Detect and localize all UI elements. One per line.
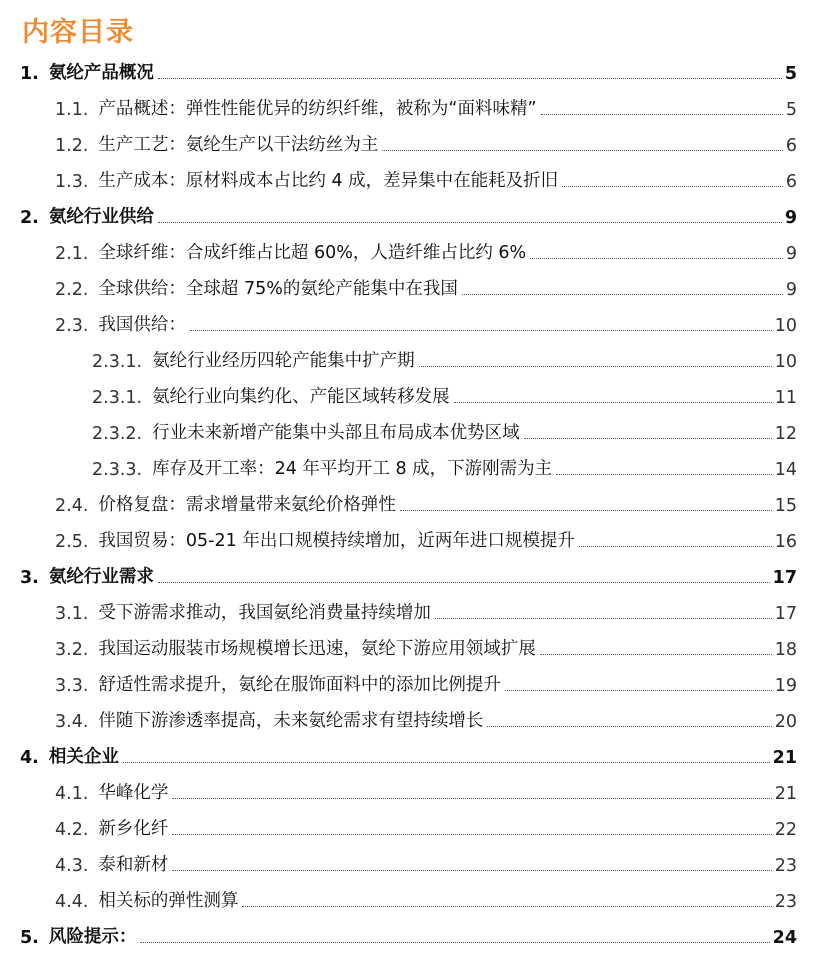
toc-leader-dots [158, 582, 770, 583]
toc-entry-page: 14 [774, 460, 797, 480]
toc-entry[interactable] [0, 556, 819, 588]
toc-leader-dots [190, 330, 772, 331]
toc-entry[interactable] [0, 700, 819, 732]
toc-entry-number: 2.3.1. [92, 388, 143, 408]
toc-entry-page: 17 [772, 568, 797, 588]
toc-entry-text: 库存及开工率：24 年平均开工 8 成，下游刚需为主 [152, 459, 553, 479]
toc-entry-page: 24 [772, 928, 797, 948]
toc-entry-text: 生产成本：原材料成本占比约 4 成，差异集中在能耗及折旧 [98, 171, 559, 191]
toc-entry-text: 氨纶行业需求 [48, 567, 154, 587]
toc-leader-dots [400, 510, 772, 511]
toc-entry[interactable] [0, 592, 819, 624]
toc-entry-text: 价格复盘：需求增量带来氨纶价格弹性 [98, 495, 396, 515]
toc-entry-text: 我国贸易：05-21 年出口规模持续增加，近两年进口规模提升 [98, 531, 575, 551]
toc-entry-text: 全球纤维：合成纤维占比超 60%，人造纤维占比约 6% [98, 243, 527, 263]
toc-entry-page: 17 [774, 604, 797, 624]
toc-entry[interactable] [0, 232, 819, 264]
toc-entry-page: 5 [784, 64, 797, 84]
toc-leader-dots [540, 654, 772, 655]
toc-entry[interactable] [0, 376, 819, 408]
toc-entry-text: 氨纶行业供给 [48, 207, 154, 227]
toc-entry[interactable] [0, 268, 819, 300]
toc-entry[interactable] [0, 304, 819, 336]
toc-entry-number: 1.1. [55, 100, 89, 120]
toc-entry-number: 2.3.3. [92, 460, 143, 480]
toc-entry-page: 6 [785, 136, 797, 156]
toc-leader-dots [487, 726, 771, 727]
toc-entry-page: 15 [774, 496, 797, 516]
toc-leader-dots [172, 834, 771, 835]
toc-entry-page: 10 [774, 316, 797, 336]
toc-entry-page: 12 [774, 424, 797, 444]
toc-entry[interactable] [0, 88, 819, 120]
toc-entry-text: 产品概述：弹性性能优异的纺织纤维，被称为“面料味精” [98, 99, 537, 119]
toc-entry[interactable] [0, 880, 819, 912]
toc-entry-text: 我国供给： [98, 315, 186, 335]
toc-entry[interactable] [0, 340, 819, 372]
toc-entry-page: 16 [774, 532, 797, 552]
toc-leader-dots [562, 186, 783, 187]
toc-entry-page: 21 [772, 748, 797, 768]
toc-entry[interactable] [0, 808, 819, 840]
toc-entry[interactable] [0, 160, 819, 192]
toc-entry-text: 风险提示： [48, 927, 137, 947]
toc-entry-number: 2.5. [55, 532, 89, 552]
toc-leader-dots [158, 222, 782, 223]
toc-leader-dots [242, 906, 771, 907]
toc-leader-dots [140, 942, 769, 943]
toc-entry-number: 3. [20, 568, 39, 588]
toc-entry-number: 5. [20, 928, 39, 948]
toc-entry-text: 氨纶产品概况 [48, 63, 154, 83]
toc-entry-number: 2.2. [55, 280, 89, 300]
toc-entry-text: 华峰化学 [98, 783, 169, 803]
toc-leader-dots [505, 690, 772, 691]
toc-leader-dots [454, 402, 772, 403]
toc-entry-number: 4.1. [55, 784, 89, 804]
toc-entry-text: 新乡化纤 [98, 819, 169, 839]
toc-leader-dots [172, 870, 771, 871]
toc-entry-text: 相关企业 [48, 747, 119, 767]
toc-entry-number: 2. [20, 208, 39, 228]
toc-entry-page: 20 [774, 712, 797, 732]
toc-entry-text: 全球供给：全球超 75%的氨纶产能集中在我国 [98, 279, 458, 299]
toc-entry-page: 22 [774, 820, 797, 840]
toc-entry-text: 我国运动服装市场规模增长迅速，氨纶下游应用领域扩展 [98, 639, 536, 659]
toc-leader-dots [123, 762, 770, 763]
toc-entry-page: 9 [784, 208, 797, 228]
toc-entry[interactable] [0, 628, 819, 660]
toc-leader-dots [556, 474, 772, 475]
toc-entry[interactable] [0, 124, 819, 156]
toc-entry-page: 18 [774, 640, 797, 660]
toc-entry[interactable] [0, 196, 819, 228]
toc-entry-number: 1.3. [55, 172, 89, 192]
toc-leader-dots [382, 150, 782, 151]
toc-entry-number: 2.3.2. [92, 424, 143, 444]
toc-entry-text: 氨纶行业向集约化、产能区域转移发展 [152, 387, 450, 407]
toc-entry-number: 3.1. [55, 604, 89, 624]
toc-entry[interactable] [0, 916, 819, 948]
toc-entry-number: 3.4. [55, 712, 89, 732]
toc-entry-page: 23 [774, 856, 797, 876]
toc-entry-number: 2.1. [55, 244, 89, 264]
toc-entry-page: 11 [774, 388, 797, 408]
toc-entry[interactable] [0, 664, 819, 696]
toc-entry-text: 舒适性需求提升，氨纶在服饰面料中的添加比例提升 [98, 675, 501, 695]
toc-entry-number: 4.4. [55, 892, 89, 912]
toc-entry-number: 2.3. [55, 316, 89, 336]
toc-entry-number: 3.2. [55, 640, 89, 660]
toc-leader-dots [524, 438, 772, 439]
toc-entry-text: 受下游需求推动，我国氨纶消费量持续增加 [98, 603, 431, 623]
toc-entry-number: 4.3. [55, 856, 89, 876]
toc-entry-number: 1. [20, 64, 39, 84]
toc-leader-dots [172, 798, 771, 799]
toc-leader-dots [158, 78, 782, 79]
toc-entry[interactable] [0, 844, 819, 876]
toc-entry-page: 10 [774, 352, 797, 372]
toc-leader-dots [579, 546, 772, 547]
toc-leader-dots [541, 114, 783, 115]
toc-entry-text: 行业未来新增产能集中头部且布局成本优势区域 [152, 423, 520, 443]
toc-entry-text: 伴随下游渗透率提高，未来氨纶需求有望持续增长 [98, 711, 484, 731]
toc-entry-number: 4. [20, 748, 39, 768]
toc-entry-number: 2.4. [55, 496, 89, 516]
toc-entry-text: 相关标的弹性测算 [98, 891, 239, 911]
toc-leader-dots [462, 294, 783, 295]
toc-entry-text: 氨纶行业经历四轮产能集中扩产期 [152, 351, 415, 371]
toc-entry-page: 5 [785, 100, 797, 120]
toc-leader-dots [530, 258, 783, 259]
toc-entry[interactable] [0, 772, 819, 804]
toc-leader-dots [435, 618, 772, 619]
toc-entry-text: 泰和新材 [98, 855, 169, 875]
toc-entry-number: 3.3. [55, 676, 89, 696]
toc-entry[interactable] [0, 412, 819, 444]
toc-entry[interactable] [0, 484, 819, 516]
toc-entry-page: 19 [774, 676, 797, 696]
toc-entry-text: 生产工艺：氨纶生产以干法纺丝为主 [98, 135, 379, 155]
toc-entry[interactable] [0, 736, 819, 768]
toc-entry[interactable] [0, 448, 819, 480]
toc-entry-number: 4.2. [55, 820, 89, 840]
toc-entry[interactable] [0, 520, 819, 552]
toc-entry-page: 6 [785, 172, 797, 192]
toc-entry-page: 9 [785, 280, 797, 300]
toc-entry-page: 23 [774, 892, 797, 912]
toc-entry-page: 9 [785, 244, 797, 264]
toc-entry-page: 21 [774, 784, 797, 804]
toc-entry[interactable] [0, 52, 819, 84]
toc-leader-dots [419, 366, 772, 367]
toc-entry-number: 2.3.1. [92, 352, 143, 372]
toc-title: 内容目录 [22, 17, 134, 48]
toc-entry-number: 1.2. [55, 136, 89, 156]
